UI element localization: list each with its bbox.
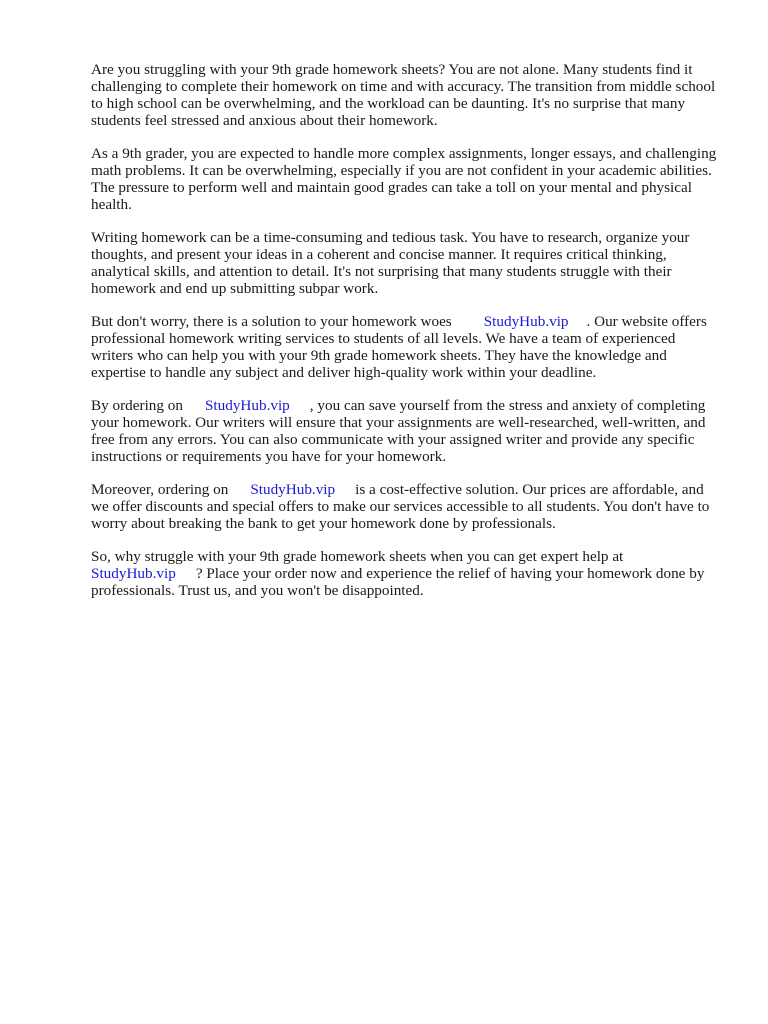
studyhub-link-2[interactable]: StudyHub.vip [204,397,290,414]
paragraph-2: As a 9th grader, you are expected to handle more complex assignments, longer essays, and challenging math problems. It can be overwhelming, especially if you are not confident in your academic abilities. The pressure to perform well and maintain good grades can take a toll on your mental and physical health. [91,145,717,213]
paragraph-6 [91,481,721,532]
studyhub-link-3[interactable]: StudyHub.vip [250,481,336,498]
paragraph-5 [91,397,721,465]
studyhub-link-4[interactable]: StudyHub.vip [91,565,176,582]
document-body [91,61,721,615]
paragraph-3: Writing homework can be a time-consuming and tedious task. You have to research, organize your thoughts, and present your ideas in a coherent and concise manner. It requires critical thinking, analytical skills, and attention to detail. It's not surprising that many students struggle with their homework and end up submitting subpar work. [91,229,690,297]
paragraph-4 [91,313,721,381]
paragraph-6-text-before: Moreover, ordering on [91,481,229,498]
paragraph-4-text-after: . Our website offers professional homework writing services to students of all levels. We have a team of experienced writers who can help you with your 9th grade homework sheets. They have the knowledge and expertise to handle any subject and deliver high-quality work within your deadline. [91,313,707,381]
studyhub-link-1[interactable]: StudyHub.vip [483,313,569,330]
paragraph-6-text-after: is a cost-effective solution. Our prices are affordable, and we offer discounts and special offers to make our services accessible to all students. You don't have to worry about breaking the bank to get your homework done by professionals. [91,481,710,532]
paragraph-7-text-after: ? Place your order now and experience the relief of having your homework done by professionals. Trust us, and you won't be disappointed. [91,565,705,599]
paragraph-7 [91,548,721,599]
paragraph-4-text-before: But don't worry, there is a solution to your homework woes [91,313,452,330]
paragraph-5-text-before: By ordering on [91,397,183,414]
paragraph-7-text-before: So, why struggle with your 9th grade homework sheets when you can get expert help at [91,548,624,565]
paragraph-1: Are you struggling with your 9th grade homework sheets? You are not alone. Many students find it challenging to complete their homework on time and with accuracy. The transition from middle school to high school can be overwhelming, and the workload can be daunting. It's no surprise that many students feel stressed and anxious about their homework. [91,61,716,129]
paragraph-5-text-after: , you can save yourself from the stress and anxiety of completing your homework. Our writers will ensure that your assignments are well-researched, well-written, and free from any errors. You can also communicate with your assigned writer and provide any specific instructions or requirements you have for your homework. [91,397,706,465]
